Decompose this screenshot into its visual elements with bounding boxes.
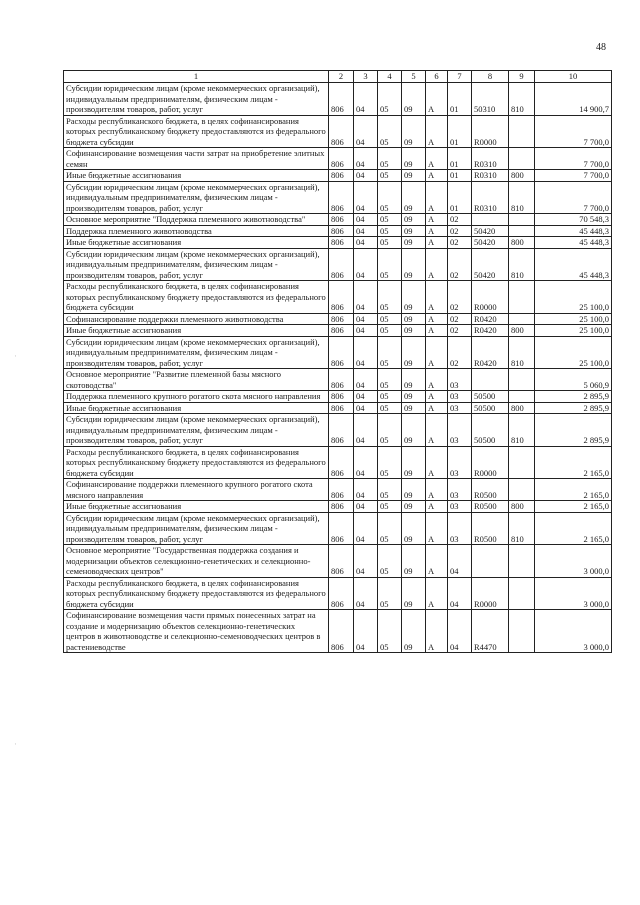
row-name-cell: Расходы республиканского бюджета, в целях софинансирования которых республиканскому бюджету предоставляются из федерального бюджета субсидии xyxy=(64,577,329,610)
column-6-cell: А xyxy=(426,610,448,653)
column-9-cell xyxy=(509,545,535,578)
row-sum-cell: 5 060,9 xyxy=(535,369,612,391)
column-6-cell: А xyxy=(426,446,448,479)
column-3-cell: 04 xyxy=(354,479,378,501)
column-8-cell: R0000 xyxy=(472,446,509,479)
column-2-cell: 806 xyxy=(329,313,354,325)
table-row xyxy=(64,545,612,578)
column-2-cell: 806 xyxy=(329,248,354,281)
column-2-cell: 806 xyxy=(329,148,354,170)
row-sum-cell: 14 900,7 xyxy=(535,83,612,116)
column-4-cell: 05 xyxy=(378,248,402,281)
column-9-cell: 810 xyxy=(509,248,535,281)
row-sum-cell: 2 895,9 xyxy=(535,414,612,447)
column-2-cell: 806 xyxy=(329,577,354,610)
row-sum-cell: 2 165,0 xyxy=(535,479,612,501)
column-8-cell: R0310 xyxy=(472,181,509,214)
column-8-cell: R0420 xyxy=(472,325,509,337)
column-8-cell: R0420 xyxy=(472,336,509,369)
column-8-cell: 50500 xyxy=(472,414,509,447)
row-sum-cell: 45 448,3 xyxy=(535,248,612,281)
column-2-cell: 806 xyxy=(329,214,354,226)
row-sum-cell: 2 895,9 xyxy=(535,402,612,414)
column-7-cell: 02 xyxy=(448,325,472,337)
column-5-cell: 09 xyxy=(402,369,426,391)
column-header-7: 7 xyxy=(448,71,472,83)
column-7-cell: 03 xyxy=(448,391,472,403)
column-8-cell: 50500 xyxy=(472,402,509,414)
row-name-cell: Софинансирование возмещения части прямых понесенных затрат на создание и модернизацию объектов селекционно-генетических центров в животноводстве и селекционно-семеноводческих центров в растениеводстве xyxy=(64,610,329,653)
column-5-cell: 09 xyxy=(402,313,426,325)
column-4-cell: 05 xyxy=(378,610,402,653)
column-3-cell: 04 xyxy=(354,83,378,116)
column-7-cell: 04 xyxy=(448,610,472,653)
column-3-cell: 04 xyxy=(354,512,378,545)
column-7-cell: 02 xyxy=(448,336,472,369)
column-6-cell: А xyxy=(426,148,448,170)
column-9-cell: 810 xyxy=(509,414,535,447)
row-sum-cell: 3 000,0 xyxy=(535,577,612,610)
row-sum-cell: 45 448,3 xyxy=(535,237,612,249)
column-7-cell: 01 xyxy=(448,83,472,116)
row-sum-cell: 7 700,0 xyxy=(535,170,612,182)
row-sum-cell: 2 165,0 xyxy=(535,446,612,479)
row-name-cell: Расходы республиканского бюджета, в целях софинансирования которых республиканскому бюджету предоставляются из федерального бюджета субсидии xyxy=(64,446,329,479)
column-7-cell: 01 xyxy=(448,170,472,182)
row-name-cell: Субсидии юридическим лицам (кроме некоммерческих организаций), индивидуальным предпринимателям, физическим лицам - производителям товаров, работ, услуг xyxy=(64,181,329,214)
table-row xyxy=(64,336,612,369)
column-9-cell xyxy=(509,391,535,403)
column-8-cell: R0500 xyxy=(472,479,509,501)
row-name-cell: Основное мероприятие "Развитие племенной базы мясного скотоводства" xyxy=(64,369,329,391)
row-name-cell: Иные бюджетные ассигнования xyxy=(64,325,329,337)
row-name-cell: Иные бюджетные ассигнования xyxy=(64,501,329,513)
column-7-cell: 03 xyxy=(448,369,472,391)
table-row xyxy=(64,313,612,325)
column-2-cell: 806 xyxy=(329,115,354,148)
row-name-cell: Субсидии юридическим лицам (кроме некоммерческих организаций), индивидуальным предпринимателям, физическим лицам - производителям товаров, работ, услуг xyxy=(64,248,329,281)
row-sum-cell: 3 000,0 xyxy=(535,545,612,578)
column-6-cell: А xyxy=(426,501,448,513)
column-7-cell: 02 xyxy=(448,214,472,226)
row-sum-cell: 7 700,0 xyxy=(535,148,612,170)
row-name-cell: Субсидии юридическим лицам (кроме некоммерческих организаций), индивидуальным предпринимателям, физическим лицам - производителям товаров, работ, услуг xyxy=(64,512,329,545)
column-7-cell: 04 xyxy=(448,577,472,610)
row-sum-cell: 2 895,9 xyxy=(535,391,612,403)
table-row xyxy=(64,170,612,182)
column-6-cell: А xyxy=(426,479,448,501)
column-3-cell: 04 xyxy=(354,446,378,479)
table-row xyxy=(64,402,612,414)
column-4-cell: 05 xyxy=(378,336,402,369)
table-row xyxy=(64,479,612,501)
row-sum-cell: 7 700,0 xyxy=(535,115,612,148)
column-3-cell: 04 xyxy=(354,501,378,513)
column-3-cell: 04 xyxy=(354,313,378,325)
scan-mark-left: · xyxy=(14,351,17,361)
row-sum-cell: 25 100,0 xyxy=(535,281,612,314)
scan-mark-left-lower: · xyxy=(14,739,17,749)
column-8-cell: R0500 xyxy=(472,512,509,545)
column-5-cell: 09 xyxy=(402,214,426,226)
row-sum-cell: 45 448,3 xyxy=(535,225,612,237)
header-row xyxy=(64,71,612,83)
column-2-cell: 806 xyxy=(329,83,354,116)
column-3-cell: 04 xyxy=(354,391,378,403)
row-name-cell: Субсидии юридическим лицам (кроме некоммерческих организаций), индивидуальным предпринимателям, физическим лицам - производителям товаров, работ, услуг xyxy=(64,336,329,369)
column-9-cell: 800 xyxy=(509,402,535,414)
column-8-cell: R0000 xyxy=(472,577,509,610)
column-header-9: 9 xyxy=(509,71,535,83)
column-header-4: 4 xyxy=(378,71,402,83)
column-2-cell: 806 xyxy=(329,181,354,214)
column-6-cell: А xyxy=(426,391,448,403)
table-row xyxy=(64,148,612,170)
column-3-cell: 04 xyxy=(354,237,378,249)
column-5-cell: 09 xyxy=(402,414,426,447)
column-2-cell: 806 xyxy=(329,225,354,237)
column-6-cell: А xyxy=(426,225,448,237)
column-6-cell: А xyxy=(426,181,448,214)
column-3-cell: 04 xyxy=(354,402,378,414)
column-6-cell: А xyxy=(426,414,448,447)
table-row xyxy=(64,214,612,226)
column-2-cell: 806 xyxy=(329,402,354,414)
column-header-5: 5 xyxy=(402,71,426,83)
column-9-cell: 810 xyxy=(509,83,535,116)
row-sum-cell: 25 100,0 xyxy=(535,325,612,337)
column-6-cell: А xyxy=(426,115,448,148)
column-3-cell: 04 xyxy=(354,545,378,578)
column-7-cell: 03 xyxy=(448,479,472,501)
column-5-cell: 09 xyxy=(402,181,426,214)
column-4-cell: 05 xyxy=(378,170,402,182)
column-8-cell xyxy=(472,214,509,226)
column-9-cell xyxy=(509,281,535,314)
column-2-cell: 806 xyxy=(329,610,354,653)
row-sum-cell: 7 700,0 xyxy=(535,181,612,214)
column-4-cell: 05 xyxy=(378,225,402,237)
column-7-cell: 04 xyxy=(448,545,472,578)
table-body xyxy=(64,83,612,653)
column-9-cell xyxy=(509,115,535,148)
budget-table xyxy=(63,70,612,653)
column-8-cell: R4470 xyxy=(472,610,509,653)
column-9-cell: 810 xyxy=(509,181,535,214)
column-4-cell: 05 xyxy=(378,391,402,403)
row-name-cell: Основное мероприятие "Поддержка племенного животноводства" xyxy=(64,214,329,226)
column-4-cell: 05 xyxy=(378,414,402,447)
column-4-cell: 05 xyxy=(378,501,402,513)
column-8-cell: 50420 xyxy=(472,237,509,249)
row-name-cell: Субсидии юридическим лицам (кроме некоммерческих организаций), индивидуальным предпринимателям, физическим лицам - производителям товаров, работ, услуг xyxy=(64,414,329,447)
column-4-cell: 05 xyxy=(378,446,402,479)
row-sum-cell: 3 000,0 xyxy=(535,610,612,653)
column-3-cell: 04 xyxy=(354,148,378,170)
column-7-cell: 01 xyxy=(448,148,472,170)
column-2-cell: 806 xyxy=(329,479,354,501)
column-3-cell: 04 xyxy=(354,181,378,214)
page-number: 48 xyxy=(596,42,606,53)
column-8-cell: 50500 xyxy=(472,391,509,403)
column-header-8: 8 xyxy=(472,71,509,83)
column-9-cell: 800 xyxy=(509,170,535,182)
column-8-cell: R0310 xyxy=(472,148,509,170)
column-6-cell: А xyxy=(426,170,448,182)
row-name-cell: Софинансирование возмещения части затрат на приобретение элитных семян xyxy=(64,148,329,170)
table-row xyxy=(64,115,612,148)
column-9-cell xyxy=(509,446,535,479)
column-7-cell: 01 xyxy=(448,181,472,214)
table-row xyxy=(64,610,612,653)
column-5-cell: 09 xyxy=(402,446,426,479)
column-2-cell: 806 xyxy=(329,512,354,545)
row-name-cell: Софинансирование поддержки племенного животноводства xyxy=(64,313,329,325)
column-2-cell: 806 xyxy=(329,281,354,314)
column-5-cell: 09 xyxy=(402,248,426,281)
column-7-cell: 02 xyxy=(448,248,472,281)
column-9-cell xyxy=(509,214,535,226)
column-6-cell: А xyxy=(426,313,448,325)
column-6-cell: А xyxy=(426,402,448,414)
column-4-cell: 05 xyxy=(378,181,402,214)
row-name-cell: Поддержка племенного животноводства xyxy=(64,225,329,237)
column-header-2: 2 xyxy=(329,71,354,83)
column-5-cell: 09 xyxy=(402,83,426,116)
column-4-cell: 05 xyxy=(378,83,402,116)
column-4-cell: 05 xyxy=(378,325,402,337)
column-8-cell: R0000 xyxy=(472,115,509,148)
column-5-cell: 09 xyxy=(402,281,426,314)
column-4-cell: 05 xyxy=(378,281,402,314)
column-2-cell: 806 xyxy=(329,369,354,391)
column-7-cell: 03 xyxy=(448,501,472,513)
column-8-cell: 50420 xyxy=(472,225,509,237)
column-5-cell: 09 xyxy=(402,148,426,170)
row-name-cell: Иные бюджетные ассигнования xyxy=(64,402,329,414)
column-5-cell: 09 xyxy=(402,545,426,578)
column-2-cell: 806 xyxy=(329,545,354,578)
table-row xyxy=(64,414,612,447)
column-8-cell: R0420 xyxy=(472,313,509,325)
row-name-cell: Расходы республиканского бюджета, в целях софинансирования которых республиканскому бюджету предоставляются из федерального бюджета субсидии xyxy=(64,115,329,148)
column-9-cell xyxy=(509,225,535,237)
column-9-cell xyxy=(509,610,535,653)
column-4-cell: 05 xyxy=(378,369,402,391)
table-row xyxy=(64,225,612,237)
column-3-cell: 04 xyxy=(354,336,378,369)
column-4-cell: 05 xyxy=(378,237,402,249)
column-5-cell: 09 xyxy=(402,325,426,337)
table-row xyxy=(64,369,612,391)
column-3-cell: 04 xyxy=(354,115,378,148)
row-name-cell: Субсидии юридическим лицам (кроме некоммерческих организаций), индивидуальным предпринимателям, физическим лицам - производителям товаров, работ, услуг xyxy=(64,83,329,116)
column-7-cell: 03 xyxy=(448,402,472,414)
column-8-cell xyxy=(472,369,509,391)
row-sum-cell: 25 100,0 xyxy=(535,336,612,369)
column-6-cell: А xyxy=(426,248,448,281)
column-7-cell: 02 xyxy=(448,225,472,237)
column-8-cell: 50310 xyxy=(472,83,509,116)
column-3-cell: 04 xyxy=(354,170,378,182)
column-8-cell: R0310 xyxy=(472,170,509,182)
column-4-cell: 05 xyxy=(378,313,402,325)
column-5-cell: 09 xyxy=(402,391,426,403)
column-4-cell: 05 xyxy=(378,214,402,226)
column-6-cell: А xyxy=(426,577,448,610)
row-sum-cell: 2 165,0 xyxy=(535,501,612,513)
row-name-cell: Иные бюджетные ассигнования xyxy=(64,237,329,249)
table-row xyxy=(64,248,612,281)
column-2-cell: 806 xyxy=(329,237,354,249)
row-sum-cell: 2 165,0 xyxy=(535,512,612,545)
column-header-6: 6 xyxy=(426,71,448,83)
column-header-10: 10 xyxy=(535,71,612,83)
table-row xyxy=(64,577,612,610)
table-row xyxy=(64,501,612,513)
column-header-3: 3 xyxy=(354,71,378,83)
column-9-cell xyxy=(509,369,535,391)
column-5-cell: 09 xyxy=(402,336,426,369)
column-2-cell: 806 xyxy=(329,501,354,513)
column-4-cell: 05 xyxy=(378,577,402,610)
column-9-cell xyxy=(509,313,535,325)
column-4-cell: 05 xyxy=(378,545,402,578)
table-row xyxy=(64,237,612,249)
column-3-cell: 04 xyxy=(354,248,378,281)
column-7-cell: 03 xyxy=(448,512,472,545)
column-9-cell: 800 xyxy=(509,237,535,249)
column-6-cell: А xyxy=(426,512,448,545)
row-sum-cell: 25 100,0 xyxy=(535,313,612,325)
column-4-cell: 05 xyxy=(378,115,402,148)
column-5-cell: 09 xyxy=(402,577,426,610)
column-7-cell: 03 xyxy=(448,446,472,479)
row-name-cell: Софинансирование поддержки племенного крупного рогатого скота мясного направления xyxy=(64,479,329,501)
column-2-cell: 806 xyxy=(329,414,354,447)
table-row xyxy=(64,391,612,403)
column-9-cell: 800 xyxy=(509,501,535,513)
row-name-cell: Поддержка племенного крупного рогатого скота мясного направления xyxy=(64,391,329,403)
column-6-cell: А xyxy=(426,214,448,226)
column-4-cell: 05 xyxy=(378,148,402,170)
column-9-cell: 800 xyxy=(509,325,535,337)
table-row xyxy=(64,325,612,337)
column-9-cell xyxy=(509,479,535,501)
column-3-cell: 04 xyxy=(354,225,378,237)
column-4-cell: 05 xyxy=(378,402,402,414)
column-2-cell: 806 xyxy=(329,170,354,182)
column-2-cell: 806 xyxy=(329,325,354,337)
column-8-cell: R0500 xyxy=(472,501,509,513)
column-4-cell: 05 xyxy=(378,512,402,545)
row-name-cell: Основное мероприятие "Государственная поддержка создания и модернизации объектов селекционно-генетических и селекционно-семеноводческих центров" xyxy=(64,545,329,578)
column-3-cell: 04 xyxy=(354,577,378,610)
column-9-cell: 810 xyxy=(509,336,535,369)
column-5-cell: 09 xyxy=(402,479,426,501)
column-6-cell: А xyxy=(426,325,448,337)
column-7-cell: 02 xyxy=(448,313,472,325)
column-9-cell xyxy=(509,577,535,610)
column-6-cell: А xyxy=(426,83,448,116)
column-2-cell: 806 xyxy=(329,336,354,369)
column-5-cell: 09 xyxy=(402,225,426,237)
row-name-cell: Иные бюджетные ассигнования xyxy=(64,170,329,182)
column-6-cell: А xyxy=(426,545,448,578)
column-3-cell: 04 xyxy=(354,369,378,391)
table-row xyxy=(64,512,612,545)
table-row xyxy=(64,446,612,479)
row-sum-cell: 70 548,3 xyxy=(535,214,612,226)
column-5-cell: 09 xyxy=(402,115,426,148)
column-5-cell: 09 xyxy=(402,512,426,545)
column-6-cell: А xyxy=(426,281,448,314)
column-header-1: 1 xyxy=(64,71,329,83)
column-7-cell: 03 xyxy=(448,414,472,447)
column-8-cell: 50420 xyxy=(472,248,509,281)
column-9-cell xyxy=(509,148,535,170)
column-2-cell: 806 xyxy=(329,446,354,479)
column-8-cell: R0000 xyxy=(472,281,509,314)
column-7-cell: 02 xyxy=(448,281,472,314)
column-6-cell: А xyxy=(426,237,448,249)
column-3-cell: 04 xyxy=(354,325,378,337)
column-2-cell: 806 xyxy=(329,391,354,403)
column-7-cell: 02 xyxy=(448,237,472,249)
row-name-cell: Расходы республиканского бюджета, в целях софинансирования которых республиканскому бюджету предоставляются из федерального бюджета субсидии xyxy=(64,281,329,314)
column-6-cell: А xyxy=(426,336,448,369)
table-row xyxy=(64,281,612,314)
column-6-cell: А xyxy=(426,369,448,391)
column-3-cell: 04 xyxy=(354,214,378,226)
column-7-cell: 01 xyxy=(448,115,472,148)
column-8-cell xyxy=(472,545,509,578)
column-5-cell: 09 xyxy=(402,402,426,414)
column-3-cell: 04 xyxy=(354,414,378,447)
column-4-cell: 05 xyxy=(378,479,402,501)
table-row xyxy=(64,83,612,116)
column-5-cell: 09 xyxy=(402,170,426,182)
column-5-cell: 09 xyxy=(402,501,426,513)
column-5-cell: 09 xyxy=(402,610,426,653)
column-3-cell: 04 xyxy=(354,281,378,314)
column-5-cell: 09 xyxy=(402,237,426,249)
column-9-cell: 810 xyxy=(509,512,535,545)
column-3-cell: 04 xyxy=(354,610,378,653)
table-row xyxy=(64,181,612,214)
